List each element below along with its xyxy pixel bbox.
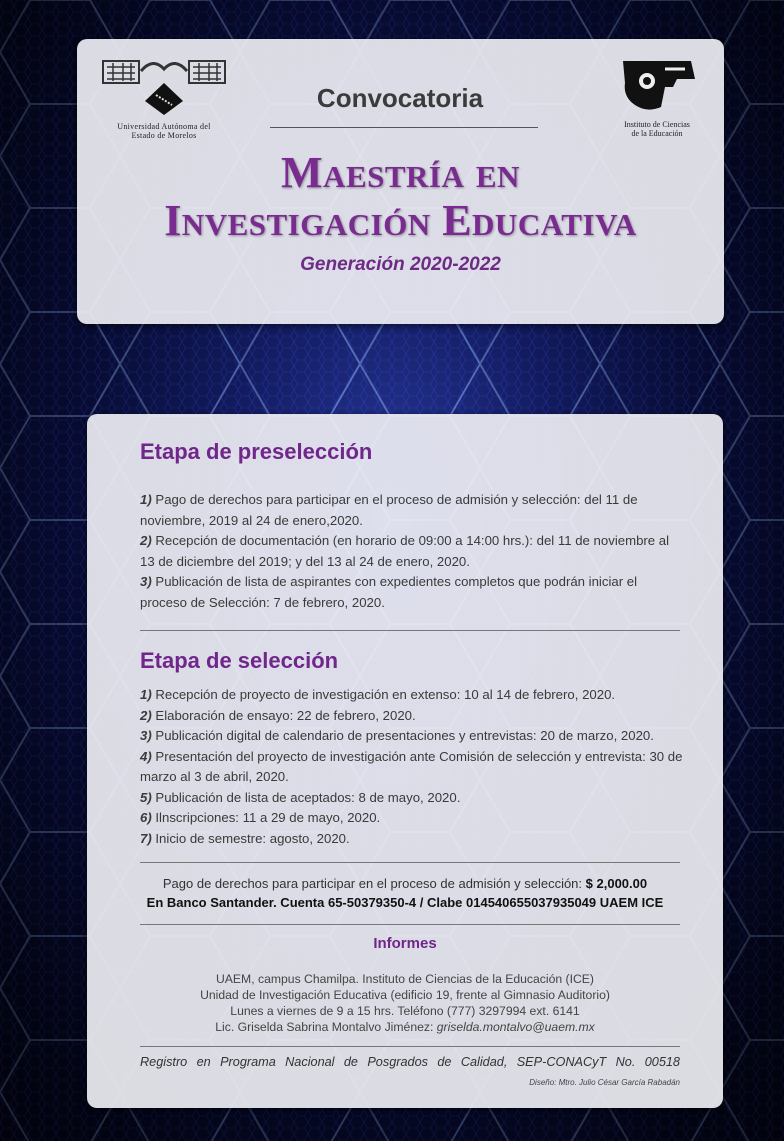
contact-person: Lic. Griselda Sabrina Montalvo Jiménez: griselda.montalvo@uaem.mx: [215, 1020, 595, 1034]
contact-block: [87, 971, 723, 1035]
generation-label: Generación 2020-2022: [300, 254, 501, 275]
content-card: [87, 414, 723, 1108]
list-item: 2) Recepción de documentación (en horario de 09:00 a 14:00 hrs.): del 11 de noviembre al 13 de diciembre del 2019; y del 13 al 24 de enero, 2020.: [140, 533, 670, 569]
bank-details: En Banco Santander. Cuenta 65-50379350-4 / Clabe 014540655037935049 UAEM ICE: [146, 895, 664, 910]
contact-unit: Unidad de Investigación Educativa (edificio 19, frente al Gimnasio Auditorio): [200, 988, 610, 1002]
divider: [140, 1046, 680, 1047]
contact-email[interactable]: griselda.montalvo@uaem.mx: [436, 1020, 595, 1034]
payment-amount: $ 2,000.00: [585, 876, 648, 891]
list-item: 3) Publicación de lista de aspirantes con expedientes completos que podrán iniciar el proceso de Selección: 7 de febrero, 2020.: [140, 574, 638, 610]
preselection-title: Etapa de preselección: [140, 439, 373, 464]
ice-caption: Instituto de Ciencias de la Educación: [624, 120, 690, 138]
list-item: 1) Recepción de proyecto de investigación en extenso: 10 al 14 de febrero, 2020.: [140, 687, 616, 702]
contact-hours: Lunes a viernes de 9 a 15 hrs. Teléfono (777) 3297994 ext. 6141: [230, 1004, 580, 1018]
uaem-logo: [99, 57, 229, 140]
selection-title: Etapa de selección: [140, 648, 339, 673]
list-item: 4) Presentación del proyecto de investigación ante Comisión de selección y entrevista: 30 de marzo al 3 de abril, 2020.: [140, 748, 683, 784]
program-title-line1: Maestría en: [281, 148, 520, 197]
informes-title: Informes: [373, 935, 437, 952]
uaem-seal-icon: [101, 57, 227, 115]
ice-hand-icon: [617, 57, 697, 113]
contact-address: UAEM, campus Chamilpa. Instituto de Ciencias de la Educación (ICE): [216, 972, 594, 986]
header-card: [77, 39, 724, 324]
list-item: 3) Publicación digital de calendario de presentaciones y entrevistas: 20 de marzo, 2020.: [140, 728, 654, 743]
selection-list: [140, 685, 685, 849]
divider: [140, 924, 680, 925]
registro-note: Registro en Programa Nacional de Posgrados de Calidad, SEP-CONACyT No. 00518: [140, 1055, 680, 1069]
design-credit: Diseño: Mtro. Julio César García Rabadán: [529, 1078, 680, 1087]
uaem-caption: Universidad Autónoma del Estado de Morelos: [117, 122, 211, 140]
divider: [140, 862, 680, 863]
payment-info: Pago de derechos para participar en el proceso de admisión y selección: $ 2,000.00: [162, 876, 648, 891]
header-divider: [270, 127, 538, 128]
list-item: 7) Inicio de semestre: agosto, 2020.: [140, 830, 350, 846]
divider: [140, 630, 680, 631]
ice-logo: [609, 57, 705, 138]
preselection-list: [140, 490, 685, 613]
list-item: 2) Elaboración de ensayo: 22 de febrero, 2020.: [140, 707, 416, 723]
list-item: 5) Publicación de lista de aceptados: 8 de mayo, 2020.: [140, 789, 461, 805]
convocatoria-label: Convocatoria: [316, 83, 484, 113]
program-title: [77, 149, 724, 245]
program-title-line2: Investigación Educativa: [164, 196, 637, 245]
list-item: 6) Ilnscripciones: 11 a 29 de mayo, 2020.: [140, 810, 381, 825]
list-item: 1) Pago de derechos para participar en el proceso de admisión y selección: del 11 de noviembre, 2019 al 24 de enero,2020.: [140, 492, 638, 528]
